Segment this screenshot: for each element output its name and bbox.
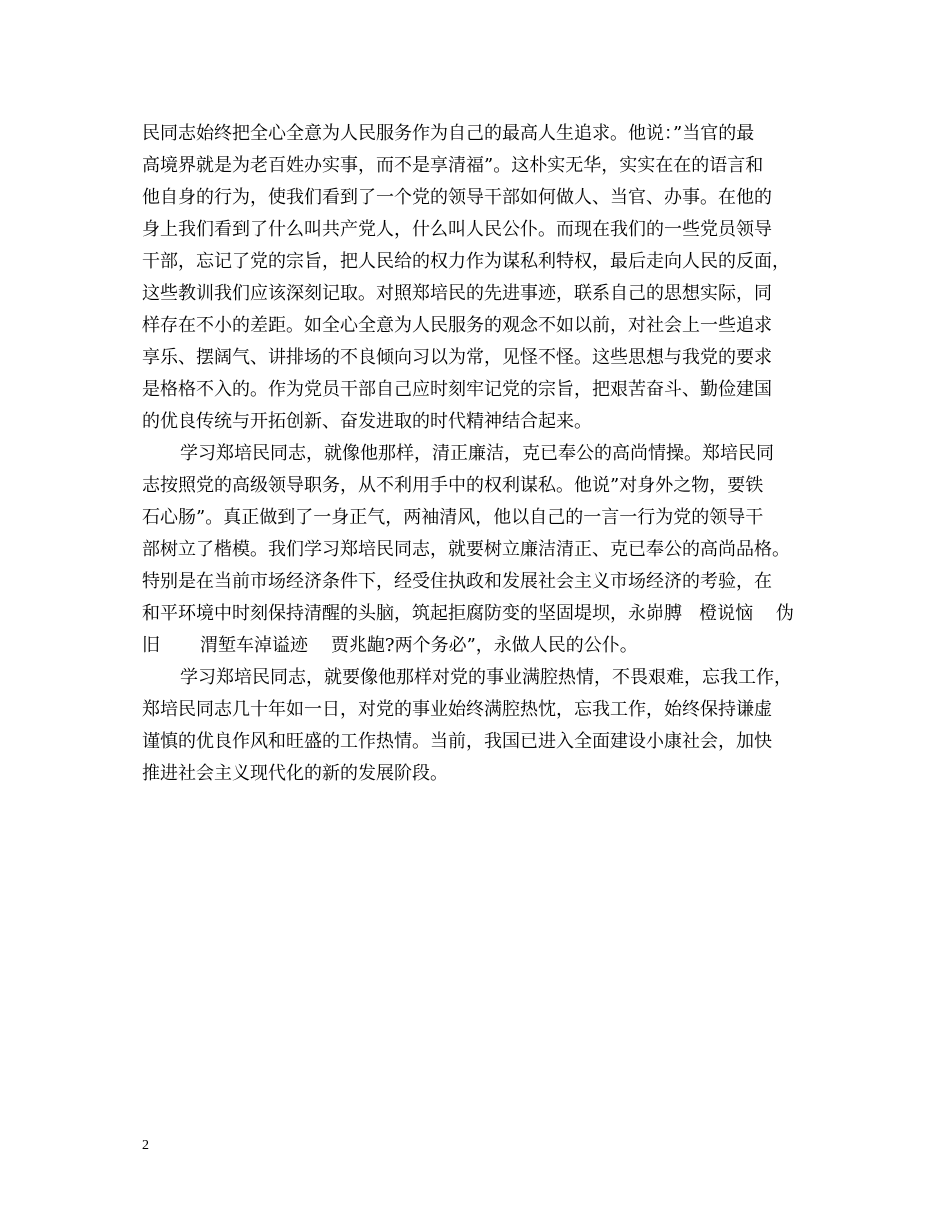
text-line: 是格格不入的。作为党员干部自己应时刻牢记党的宗旨，把艰苦奋斗、勤俭建国 (142, 379, 772, 400)
text-line: 和平环境中时刻保持清醒的头脑，筑起拒腐防变的坚固堤坝，永峁膊 橙说恼 伪 (142, 603, 795, 624)
text-line: 享乐、摆阔气、讲排场的不良倾向习以为常，见怪不怪。这些思想与我党的要求 (142, 347, 772, 368)
text-line: 特别是在当前市场经济条件下，经受住执政和发展社会主义市场经济的考验，在 (142, 571, 772, 592)
text-line: 民同志始终把全心全意为人民服务作为自己的最高人生追求。他说：”当官的最 (142, 123, 755, 144)
text-line: 高境界就是为老百姓办实事，而不是享清福”。这朴实无华，实实在在的语言和 (142, 155, 764, 176)
text-line: 谨慎的优良作风和旺盛的工作热情。当前，我国已进入全面建设小康社会，加快 (142, 731, 772, 752)
text-line: 石心肠”。真正做到了一身正气，两袖清风，他以自己的一言一行为党的领导干 (142, 507, 764, 528)
body-text (142, 118, 822, 790)
text-line: 干部，忘记了党的宗旨，把人民给的权力作为谋私利特权，最后走向人民的反面， (142, 251, 790, 272)
text-line: 样存在不小的差距。如全心全意为人民服务的观念不如以前，对社会上一些追求 (142, 315, 772, 336)
page-number: 2 (142, 1138, 149, 1153)
paragraph-first-line: 学习郑培民同志，就要像他那样对党的事业满腔热情，不畏艰难，忘我工作， (180, 667, 792, 688)
paragraph-first-line: 学习郑培民同志，就像他那样，清正廉洁，克已奉公的高尚情操。郑培民同 (180, 443, 774, 464)
text-line: 身上我们看到了什么叫共产党人，什么叫人民公仆。而现在我们的一些党员领导 (142, 219, 772, 240)
text-line: 志按照党的高级领导职务，从不利用手中的权利谋私。他说”对身外之物，要铁 (142, 475, 764, 496)
text-line: 旧 渭堑车淖谥迹 贾兆龅?两个务必”，永做人民的公仆。 (142, 635, 638, 656)
text-line: 部树立了楷模。我们学习郑培民同志，就要树立廉洁清正、克已奉公的高尚品格。 (142, 539, 790, 560)
text-line: 推进社会主义现代化的新的发展阶段。 (142, 763, 448, 784)
text-line: 这些教训我们应该深刻记取。对照郑培民的先进事迹，联系自己的思想实际，同 (142, 283, 772, 304)
text-line: 他自身的行为，使我们看到了一个党的领导干部如何做人、当官、办事。在他的 (142, 187, 772, 208)
text-line: 的优良传统与开拓创新、奋发进取的时代精神结合起来。 (142, 411, 592, 432)
text-line: 郑培民同志几十年如一日，对党的事业始终满腔热忱，忘我工作，始终保持谦虚 (142, 699, 772, 720)
